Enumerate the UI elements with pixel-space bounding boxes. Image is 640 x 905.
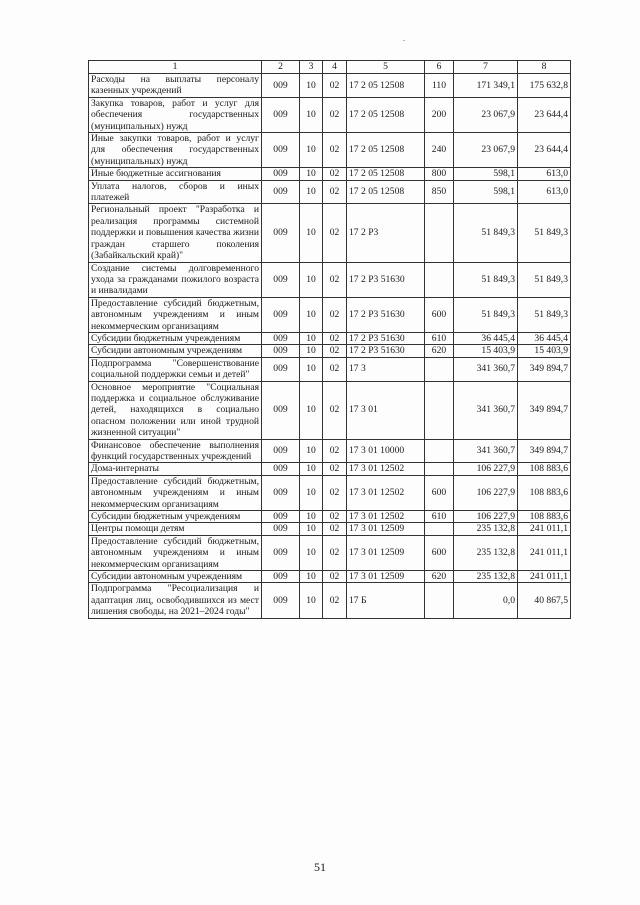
chapter-code: 009 [262, 511, 300, 523]
section-code: 10 [300, 262, 323, 297]
amount-year-1: 15 403,9 [454, 345, 518, 357]
amount-year-2: 51 849,3 [518, 297, 571, 332]
expense-type-code: 610 [425, 511, 454, 523]
expense-type-code [425, 381, 454, 439]
row-name: Центры помощи детям [89, 523, 262, 535]
subsection-code: 02 [323, 133, 347, 168]
expense-type-code: 850 [425, 180, 454, 204]
amount-year-2: 175 632,8 [518, 74, 571, 98]
amount-year-2: 36 445,4 [518, 332, 571, 344]
chapter-code: 009 [262, 345, 300, 357]
amount-year-2: 241 011,1 [518, 523, 571, 535]
amount-year-1: 235 132,8 [454, 523, 518, 535]
amount-year-2: 15 403,9 [518, 345, 571, 357]
amount-year-2: 613,0 [518, 180, 571, 204]
subsection-code: 02 [323, 583, 347, 618]
target-article-code: 17 3 01 12502 [347, 511, 425, 523]
chapter-code: 009 [262, 475, 300, 510]
chapter-code: 009 [262, 439, 300, 463]
subsection-code: 02 [323, 463, 347, 475]
chapter-code: 009 [262, 583, 300, 618]
row-name: Субсидии автономным учреждениям [89, 571, 262, 583]
column-number: 8 [518, 61, 571, 74]
budget-table [88, 60, 571, 619]
page-number: 51 [314, 860, 326, 874]
section-code: 10 [300, 463, 323, 475]
chapter-code: 009 [262, 180, 300, 204]
subsection-code: 02 [323, 168, 347, 180]
subsection-code: 02 [323, 475, 347, 510]
row-name: Субсидии бюджетным учреждениям [89, 332, 262, 344]
target-article-code: 17 3 01 10000 [347, 439, 425, 463]
amount-year-1: 235 132,8 [454, 535, 518, 570]
column-number: 7 [454, 61, 518, 74]
table-row [89, 332, 571, 344]
subsection-code: 02 [323, 571, 347, 583]
chapter-code: 009 [262, 357, 300, 381]
section-code: 10 [300, 523, 323, 535]
row-name: Иные закупки товаров, работ и услуг для обеспечения государственных (муниципальных) нужд [89, 133, 262, 168]
amount-year-1: 51 849,3 [454, 262, 518, 297]
target-article-code: 17 3 01 12502 [347, 475, 425, 510]
subsection-code: 02 [323, 262, 347, 297]
row-name: Основное мероприятие "Социальная поддержка и социальное обслуживание детей, находящихся в социально опасном положении или иной трудной жизненной ситуации" [89, 381, 262, 439]
column-number: 3 [300, 61, 323, 74]
subsection-code: 02 [323, 439, 347, 463]
column-numbers-row [89, 61, 571, 74]
row-name: Подпрограмма "Ресоциализация и адаптация лиц, освободившихся из мест лишения свободы, на 2021–2024 годы" [89, 583, 262, 618]
target-article-code: 17 2 P3 51630 [347, 297, 425, 332]
section-code: 10 [300, 535, 323, 570]
table-row [89, 535, 571, 570]
row-name: Субсидии бюджетным учреждениям [89, 511, 262, 523]
target-article-code: 17 3 01 [347, 381, 425, 439]
amount-year-2: 108 883,6 [518, 511, 571, 523]
row-name: Закупка товаров, работ и услуг для обеспечения государственных (муниципальных) нужд [89, 97, 262, 132]
section-code: 10 [300, 381, 323, 439]
expense-type-code: 620 [425, 571, 454, 583]
table-row [89, 133, 571, 168]
subsection-code: 02 [323, 511, 347, 523]
table-row [89, 357, 571, 381]
table-row [89, 439, 571, 463]
table-row [89, 204, 571, 262]
subsection-code: 02 [323, 357, 347, 381]
section-code: 10 [300, 74, 323, 98]
section-code: 10 [300, 583, 323, 618]
expense-type-code [425, 463, 454, 475]
column-number: 5 [347, 61, 425, 74]
row-name: Региональный проект "Разработка и реализация программы системной поддержки и повышения качества жизни граждан старшего поколения (Забайкальский край)" [89, 204, 262, 262]
amount-year-2: 23 644,4 [518, 97, 571, 132]
subsection-code: 02 [323, 74, 347, 98]
chapter-code: 009 [262, 168, 300, 180]
target-article-code: 17 2 P3 [347, 204, 425, 262]
target-article-code: 17 3 01 12509 [347, 523, 425, 535]
row-name: Финансовое обеспечение выполнения функций государственных учреждений [89, 439, 262, 463]
target-article-code: 17 3 01 12502 [347, 463, 425, 475]
amount-year-1: 171 349,1 [454, 74, 518, 98]
table-body [89, 61, 571, 619]
chapter-code: 009 [262, 523, 300, 535]
column-number: 6 [425, 61, 454, 74]
table-row [89, 297, 571, 332]
subsection-code: 02 [323, 535, 347, 570]
table-row [89, 523, 571, 535]
subsection-code: 02 [323, 345, 347, 357]
target-article-code: 17 3 01 12509 [347, 535, 425, 570]
section-code: 10 [300, 97, 323, 132]
chapter-code: 009 [262, 297, 300, 332]
expense-type-code: 200 [425, 97, 454, 132]
expense-type-code: 600 [425, 535, 454, 570]
subsection-code: 02 [323, 332, 347, 344]
section-code: 10 [300, 180, 323, 204]
row-name: Создание системы долговременного ухода за гражданами пожилого возраста и инвалидами [89, 262, 262, 297]
target-article-code: 17 3 01 12509 [347, 571, 425, 583]
amount-year-1: 23 067,9 [454, 133, 518, 168]
table-row [89, 74, 571, 98]
table-row [89, 475, 571, 510]
target-article-code: 17 2 P3 51630 [347, 262, 425, 297]
section-code: 10 [300, 332, 323, 344]
amount-year-1: 598,1 [454, 168, 518, 180]
target-article-code: 17 2 05 12508 [347, 168, 425, 180]
column-number: 1 [89, 61, 262, 74]
target-article-code: 17 3 [347, 357, 425, 381]
expense-type-code [425, 262, 454, 297]
column-number: 2 [262, 61, 300, 74]
chapter-code: 009 [262, 463, 300, 475]
target-article-code: 17 2 05 12508 [347, 180, 425, 204]
table-row [89, 180, 571, 204]
amount-year-1: 106 227,9 [454, 511, 518, 523]
expense-type-code: 800 [425, 168, 454, 180]
table-row [89, 262, 571, 297]
table-row [89, 168, 571, 180]
target-article-code: 17 2 P3 51630 [347, 345, 425, 357]
chapter-code: 009 [262, 535, 300, 570]
chapter-code: 009 [262, 332, 300, 344]
expense-type-code: 620 [425, 345, 454, 357]
section-code: 10 [300, 357, 323, 381]
section-code: 10 [300, 571, 323, 583]
chapter-code: 009 [262, 133, 300, 168]
scan-speck [403, 40, 405, 41]
amount-year-1: 235 132,8 [454, 571, 518, 583]
amount-year-2: 241 011,1 [518, 535, 571, 570]
subsection-code: 02 [323, 381, 347, 439]
expense-type-code [425, 439, 454, 463]
amount-year-1: 341 360,7 [454, 357, 518, 381]
amount-year-2: 108 883,6 [518, 475, 571, 510]
table-row [89, 583, 571, 618]
subsection-code: 02 [323, 523, 347, 535]
amount-year-1: 598,1 [454, 180, 518, 204]
row-name: Субсидии автономным учреждениям [89, 345, 262, 357]
amount-year-1: 341 360,7 [454, 439, 518, 463]
row-name: Уплата налогов, сборов и иных платежей [89, 180, 262, 204]
expense-type-code: 600 [425, 475, 454, 510]
row-name: Предоставление субсидий бюджетным, автономным учреждениям и иным некоммерческим организациям [89, 535, 262, 570]
row-name: Предоставление субсидий бюджетным, автономным учреждениям и иным некоммерческим организациям [89, 297, 262, 332]
row-name: Подпрограмма "Совершенствование социальной поддержки семьи и детей" [89, 357, 262, 381]
table-row [89, 381, 571, 439]
table-row [89, 97, 571, 132]
expense-type-code: 610 [425, 332, 454, 344]
expense-type-code: 110 [425, 74, 454, 98]
amount-year-2: 613,0 [518, 168, 571, 180]
amount-year-1: 106 227,9 [454, 463, 518, 475]
amount-year-2: 241 011,1 [518, 571, 571, 583]
amount-year-2: 40 867,5 [518, 583, 571, 618]
row-name: Расходы на выплаты персоналу казенных учреждений [89, 74, 262, 98]
amount-year-1: 0,0 [454, 583, 518, 618]
target-article-code: 17 2 05 12508 [347, 97, 425, 132]
target-article-code: 17 2 05 12508 [347, 74, 425, 98]
expense-type-code: 240 [425, 133, 454, 168]
chapter-code: 009 [262, 571, 300, 583]
chapter-code: 009 [262, 204, 300, 262]
amount-year-2: 51 849,3 [518, 204, 571, 262]
table-row [89, 345, 571, 357]
column-number: 4 [323, 61, 347, 74]
chapter-code: 009 [262, 262, 300, 297]
section-code: 10 [300, 168, 323, 180]
table-row [89, 463, 571, 475]
row-name: Иные бюджетные ассигнования [89, 168, 262, 180]
section-code: 10 [300, 475, 323, 510]
table-row [89, 571, 571, 583]
chapter-code: 009 [262, 97, 300, 132]
chapter-code: 009 [262, 74, 300, 98]
subsection-code: 02 [323, 180, 347, 204]
amount-year-1: 23 067,9 [454, 97, 518, 132]
amount-year-2: 349 894,7 [518, 381, 571, 439]
amount-year-2: 349 894,7 [518, 439, 571, 463]
subsection-code: 02 [323, 297, 347, 332]
expense-type-code [425, 523, 454, 535]
section-code: 10 [300, 204, 323, 262]
amount-year-2: 23 644,4 [518, 133, 571, 168]
expense-type-code [425, 583, 454, 618]
target-article-code: 17 Б [347, 583, 425, 618]
subsection-code: 02 [323, 97, 347, 132]
row-name: Дома-интернаты [89, 463, 262, 475]
section-code: 10 [300, 345, 323, 357]
amount-year-1: 36 445,4 [454, 332, 518, 344]
target-article-code: 17 2 05 12508 [347, 133, 425, 168]
target-article-code: 17 2 P3 51630 [347, 332, 425, 344]
expense-type-code: 600 [425, 297, 454, 332]
row-name: Предоставление субсидий бюджетным, автономным учреждениям и иным некоммерческим организациям [89, 475, 262, 510]
amount-year-1: 51 849,3 [454, 297, 518, 332]
section-code: 10 [300, 297, 323, 332]
section-code: 10 [300, 133, 323, 168]
chapter-code: 009 [262, 381, 300, 439]
expense-type-code [425, 357, 454, 381]
amount-year-2: 108 883,6 [518, 463, 571, 475]
amount-year-2: 51 849,3 [518, 262, 571, 297]
amount-year-1: 341 360,7 [454, 381, 518, 439]
table-row [89, 511, 571, 523]
section-code: 10 [300, 511, 323, 523]
amount-year-1: 106 227,9 [454, 475, 518, 510]
subsection-code: 02 [323, 204, 347, 262]
section-code: 10 [300, 439, 323, 463]
expense-type-code [425, 204, 454, 262]
amount-year-2: 349 894,7 [518, 357, 571, 381]
amount-year-1: 51 849,3 [454, 204, 518, 262]
